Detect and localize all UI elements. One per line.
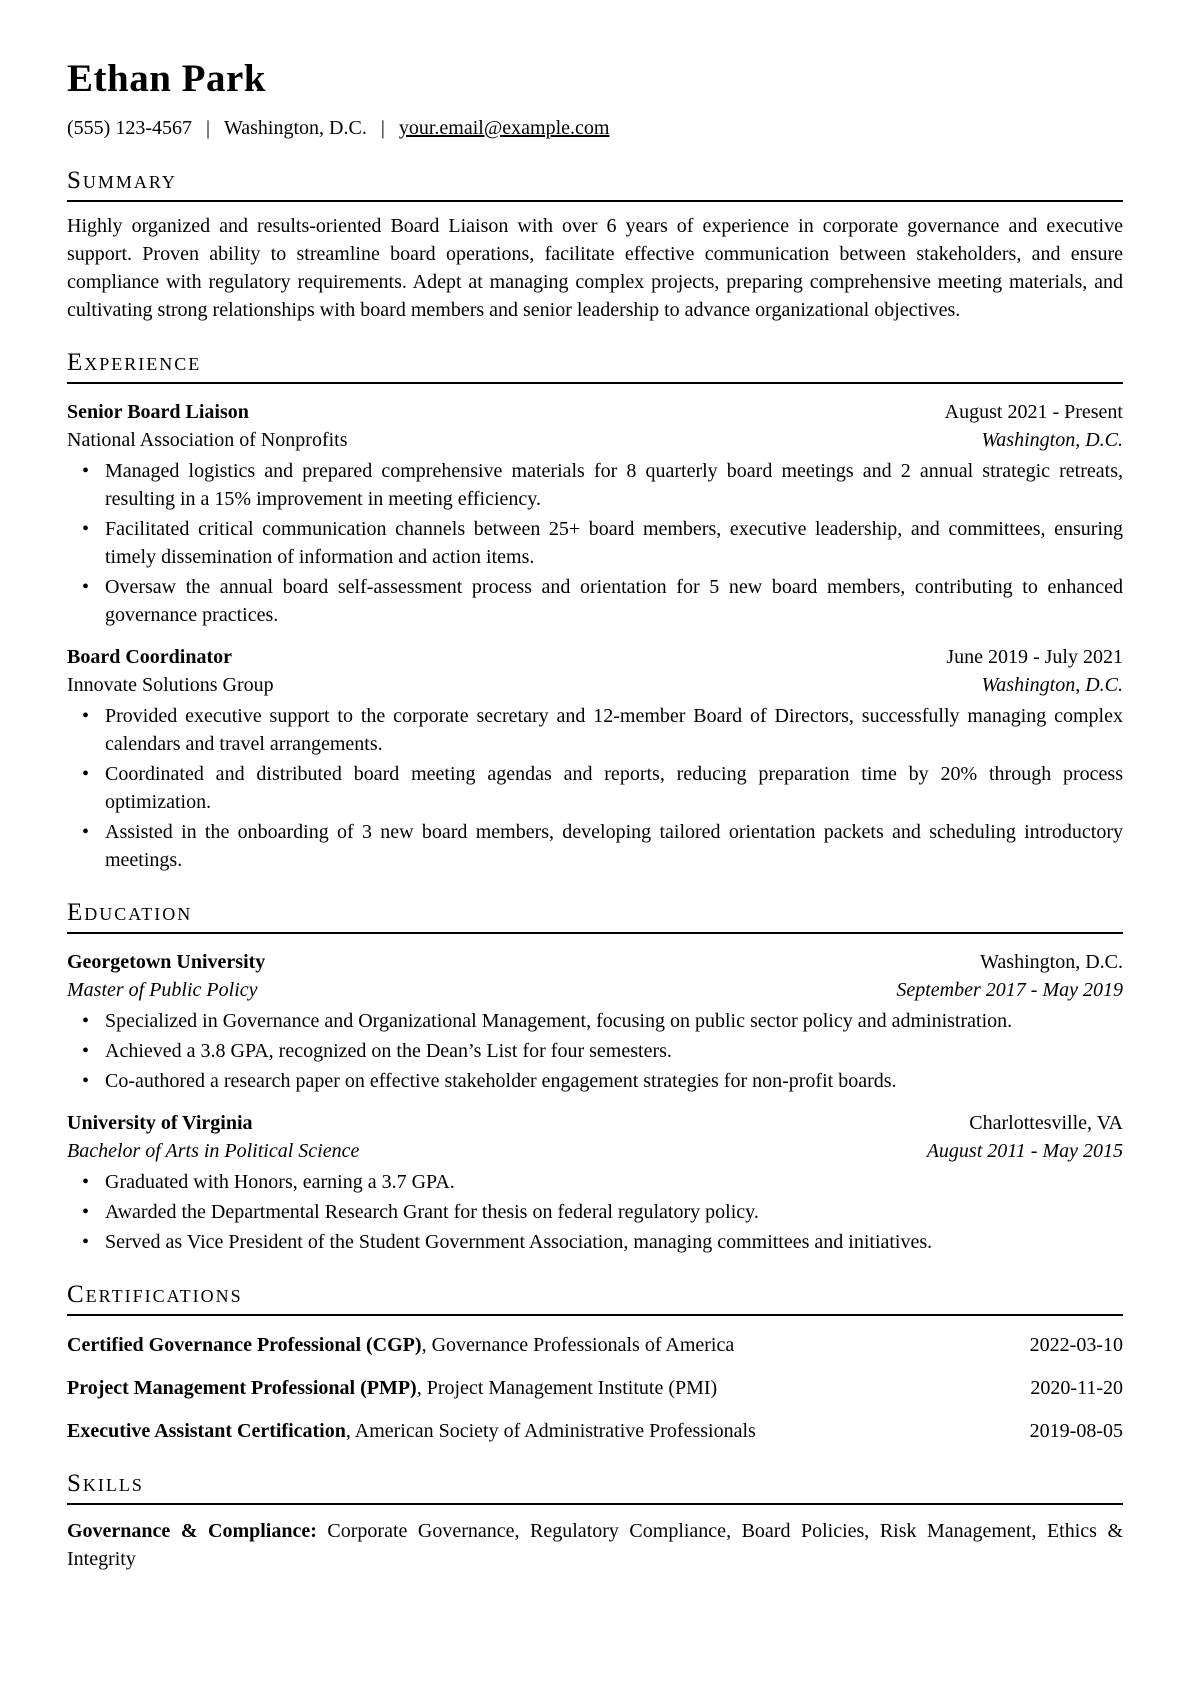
job-bullet: • Facilitated critical communication channels between 25+ board members, executive leadership, and committees, ensuring timely dissemination of information and action items. <box>67 515 1123 571</box>
section-title-skills: Skills <box>67 1469 1123 1505</box>
experience-entry <box>67 643 1123 874</box>
certification-text <box>67 1331 734 1359</box>
certification-issuer: American Society of Administrative Professionals <box>354 1420 756 1442</box>
entry-header-row <box>67 643 1123 671</box>
job-dates: June 2019 - July 2021 <box>946 646 1123 668</box>
summary-text: Highly organized and results-oriented Board Liaison with over 6 years of experience in corporate governance and executive support. Proven ability to streamline board operations, facilitate effective communication between stakeholders, and ensure compliance with regulatory requirements. Adept at managing complex projects, preparing comprehensive meeting materials, and cultivating strong relationships with board members and senior leadership to advance organizational objectives. <box>67 215 1123 321</box>
school-location: Washington, D.C. <box>980 951 1123 973</box>
entry-header-row <box>67 398 1123 426</box>
entry-subheader-row <box>67 1137 1123 1165</box>
contact-separator: | <box>380 117 385 139</box>
job-bullet: • Managed logistics and prepared comprehensive materials for 8 quarterly board meetings and 2 annual strategic retreats, resulting in a 15% improvement in meeting efficiency. <box>67 457 1123 513</box>
section-certifications <box>67 1280 1123 1445</box>
certification-row <box>67 1374 1123 1402</box>
school-bullet: • Awarded the Departmental Research Grant for thesis on federal regulatory policy. <box>67 1198 1123 1226</box>
entry-header-row <box>67 1109 1123 1137</box>
job-location: Washington, D.C. <box>981 429 1123 451</box>
skills-group-text: Corporate Governance, Regulatory Compliance, Board Policies, Risk Management, Ethics & Integrity <box>67 1520 1124 1570</box>
person-name: Ethan Park <box>67 57 266 100</box>
certification-issuer: Project Management Institute (PMI) <box>426 1377 718 1399</box>
school-bullets <box>67 1168 1123 1256</box>
contact-line <box>67 114 1123 142</box>
school-bullet: • Achieved a 3.8 GPA, recognized on the Dean’s List for four semesters. <box>67 1037 1123 1065</box>
entry-subheader-row <box>67 671 1123 699</box>
contact-separator: | <box>205 117 210 139</box>
section-title-experience: Experience <box>67 348 1123 384</box>
education-entry <box>67 1109 1123 1256</box>
job-company: National Association of Nonprofits <box>67 429 348 451</box>
school-location: Charlottesville, VA <box>969 1112 1123 1134</box>
entry-header-row <box>67 948 1123 976</box>
section-title-certifications: Certifications <box>67 1280 1123 1316</box>
section-skills <box>67 1469 1123 1573</box>
certification-issuer: Governance Professionals of America <box>431 1334 735 1356</box>
section-summary <box>67 166 1123 324</box>
school-bullet: • Served as Vice President of the Student Government Association, managing committees and initiatives. <box>67 1228 1123 1256</box>
job-bullets <box>67 457 1123 629</box>
education-entry <box>67 948 1123 1095</box>
certification-name: Certified Governance Professional (CGP) <box>67 1334 422 1356</box>
school-bullet: • Specialized in Governance and Organizational Management, focusing on public sector policy and administration. <box>67 1007 1123 1035</box>
skills-group <box>67 1517 1123 1573</box>
degree-name: Master of Public Policy <box>67 979 258 1001</box>
certification-date: 2020-11-20 <box>1030 1377 1123 1399</box>
job-title: Senior Board Liaison <box>67 401 249 423</box>
certification-date: 2019-08-05 <box>1029 1420 1123 1442</box>
job-bullet: • Provided executive support to the corporate secretary and 12-member Board of Directors, successfully managing complex calendars and travel arrangements. <box>67 702 1123 758</box>
entry-subheader-row <box>67 976 1123 1004</box>
certification-text <box>67 1417 756 1445</box>
job-bullet: • Oversaw the annual board self-assessment process and orientation for 5 new board members, contributing to enhanced governance practices. <box>67 573 1123 629</box>
certification-row <box>67 1331 1123 1359</box>
job-title: Board Coordinator <box>67 646 232 668</box>
skills-separator <box>317 1520 328 1542</box>
contact-email-link[interactable]: your.email@example.com <box>398 117 610 139</box>
certification-separator: , <box>416 1377 427 1399</box>
job-bullets <box>67 702 1123 874</box>
school-bullets <box>67 1007 1123 1095</box>
contact-phone: (555) 123-4567 <box>67 117 192 139</box>
certification-separator: , <box>345 1420 355 1442</box>
job-dates: August 2021 - Present <box>944 401 1123 423</box>
school-bullet: • Graduated with Honors, earning a 3.7 GPA. <box>67 1168 1123 1196</box>
section-title-education: Education <box>67 898 1123 934</box>
skills-group-label: Governance & Compliance: <box>67 1520 317 1542</box>
entry-subheader-row <box>67 426 1123 454</box>
certification-separator: , <box>421 1334 432 1356</box>
degree-name: Bachelor of Arts in Political Science <box>67 1140 360 1162</box>
school-name: Georgetown University <box>67 951 266 973</box>
job-location: Washington, D.C. <box>981 674 1123 696</box>
contact-location: Washington, D.C. <box>224 117 367 139</box>
job-company: Innovate Solutions Group <box>67 674 274 696</box>
experience-entry <box>67 398 1123 629</box>
degree-dates: August 2011 - May 2015 <box>926 1140 1123 1162</box>
school-bullet: • Co-authored a research paper on effective stakeholder engagement strategies for non-profit boards. <box>67 1067 1123 1095</box>
certification-name: Project Management Professional (PMP) <box>67 1377 417 1399</box>
degree-dates: September 2017 - May 2019 <box>896 979 1123 1001</box>
certification-date: 2022-03-10 <box>1029 1334 1123 1356</box>
section-experience <box>67 348 1123 874</box>
job-bullet: • Coordinated and distributed board meeting agendas and reports, reducing preparation time by 20% through process optimization. <box>67 760 1123 816</box>
job-bullet: • Assisted in the onboarding of 3 new board members, developing tailored orientation packets and scheduling introductory meetings. <box>67 818 1123 874</box>
section-title-summary: Summary <box>67 166 1123 202</box>
certification-name: Executive Assistant Certification <box>67 1420 346 1442</box>
school-name: University of Virginia <box>67 1112 253 1134</box>
certification-text <box>67 1374 717 1402</box>
certification-row <box>67 1417 1123 1445</box>
section-education <box>67 898 1123 1256</box>
